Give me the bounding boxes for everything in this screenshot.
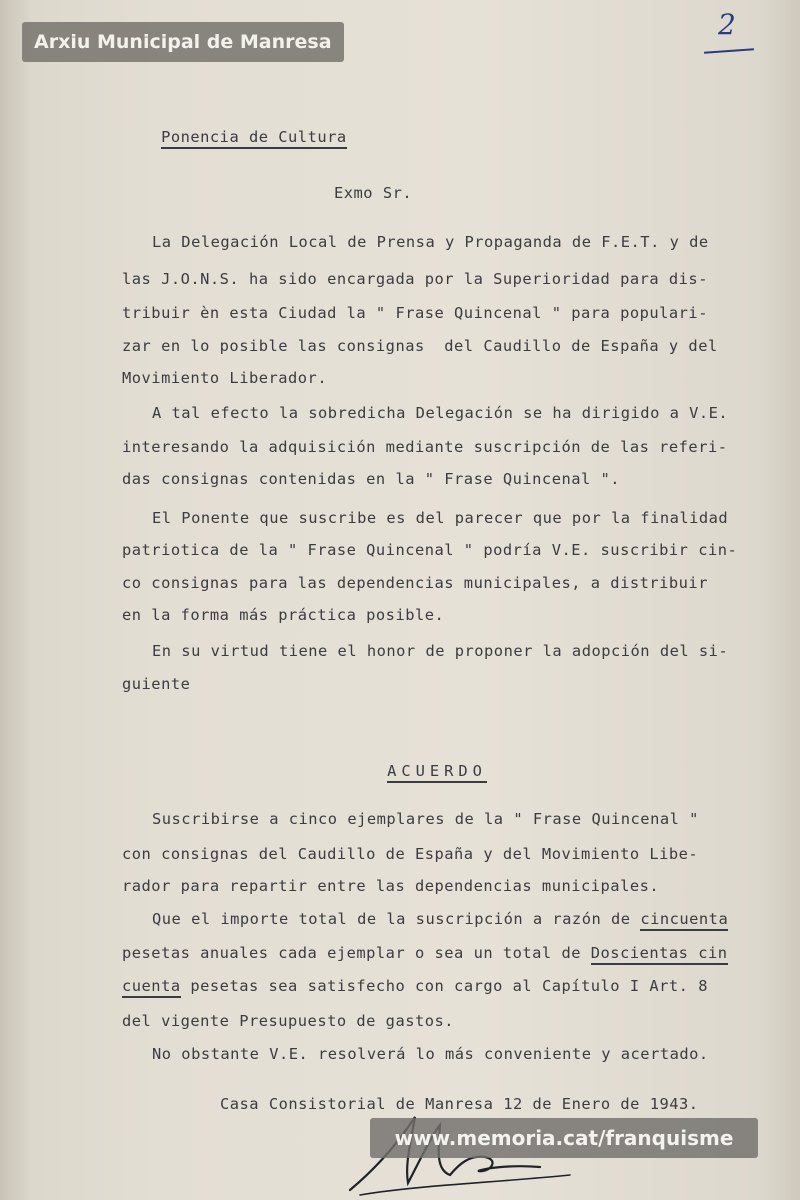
body-line: guiente — [122, 675, 191, 693]
bleed-through-text — [120, 78, 127, 92]
body-line: patriotica de la " Frase Quincenal " podría V.E. suscribir cin- — [122, 541, 738, 559]
place-date: Casa Consistorial de Manresa 12 de Enero de 1943. — [220, 1095, 699, 1113]
underlined-word: Doscientas cin — [591, 944, 728, 965]
agreement-line: con consignas del Caudillo de España y del Movimiento Libe- — [122, 845, 699, 863]
body-line: en la forma más práctica posible. — [122, 606, 445, 624]
body-line: A tal efecto la sobredicha Delegación se ha dirigido a V.E. — [152, 404, 729, 422]
archive-banner: Arxiu Municipal de Manresa — [22, 22, 344, 62]
body-line: zar en lo posible las consignas del Caudillo de España y del — [122, 337, 718, 355]
body-line: tribuir èn esta Ciudad la " Frase Quincenal " para populari- — [122, 304, 708, 322]
underlined-word: cuenta — [122, 977, 181, 998]
agreement-line: cuenta pesetas sea satisfecho con cargo al Capítulo I Art. 8 — [122, 977, 708, 995]
agreement-heading: ACUERDO — [330, 744, 487, 798]
body-line: das consignas contenidas en la " Frase Quincenal ". — [122, 470, 621, 488]
body-line: interesando la adquisición mediante suscripción de las referi- — [122, 438, 728, 456]
agreement-line: Suscribirse a cinco ejemplares de la " Frase Quincenal " — [152, 810, 699, 828]
body-line: El Ponente que suscribe es del parecer que por la finalidad — [152, 509, 729, 527]
page-number-underline — [704, 48, 754, 53]
body-line: En su virtud tiene el honor de proponer la adopción del si- — [152, 642, 729, 660]
agreement-line: pesetas anuales cada ejemplar o sea un total de Doscientas cin — [122, 944, 728, 962]
body-line: las J.O.N.S. ha sido encargada por la Superioridad para dis- — [122, 270, 708, 288]
footer-url: www.memoria.cat/franquisme — [370, 1118, 758, 1158]
agreement-line: rador para repartir entre las dependencias municipales. — [122, 877, 660, 895]
agreement-line: Que el importe total de la suscripción a razón de cincuenta — [152, 910, 728, 928]
body-line: co consignas para las dependencias municipales, a distribuir — [122, 574, 708, 592]
body-line: La Delegación Local de Prensa y Propaganda de F.E.T. y de — [152, 233, 709, 251]
underlined-word: cincuenta — [640, 910, 728, 931]
body-line: Movimiento Liberador. — [122, 369, 328, 387]
agreement-line: No obstante V.E. resolverá lo más conveniente y acertado. — [152, 1045, 709, 1063]
salutation: Exmo Sr. — [334, 184, 413, 202]
page-number: 2 — [718, 8, 736, 41]
agreement-line: del vigente Presupuesto de gastos. — [122, 1012, 455, 1030]
section-title: Ponencia de Cultura — [122, 110, 347, 164]
